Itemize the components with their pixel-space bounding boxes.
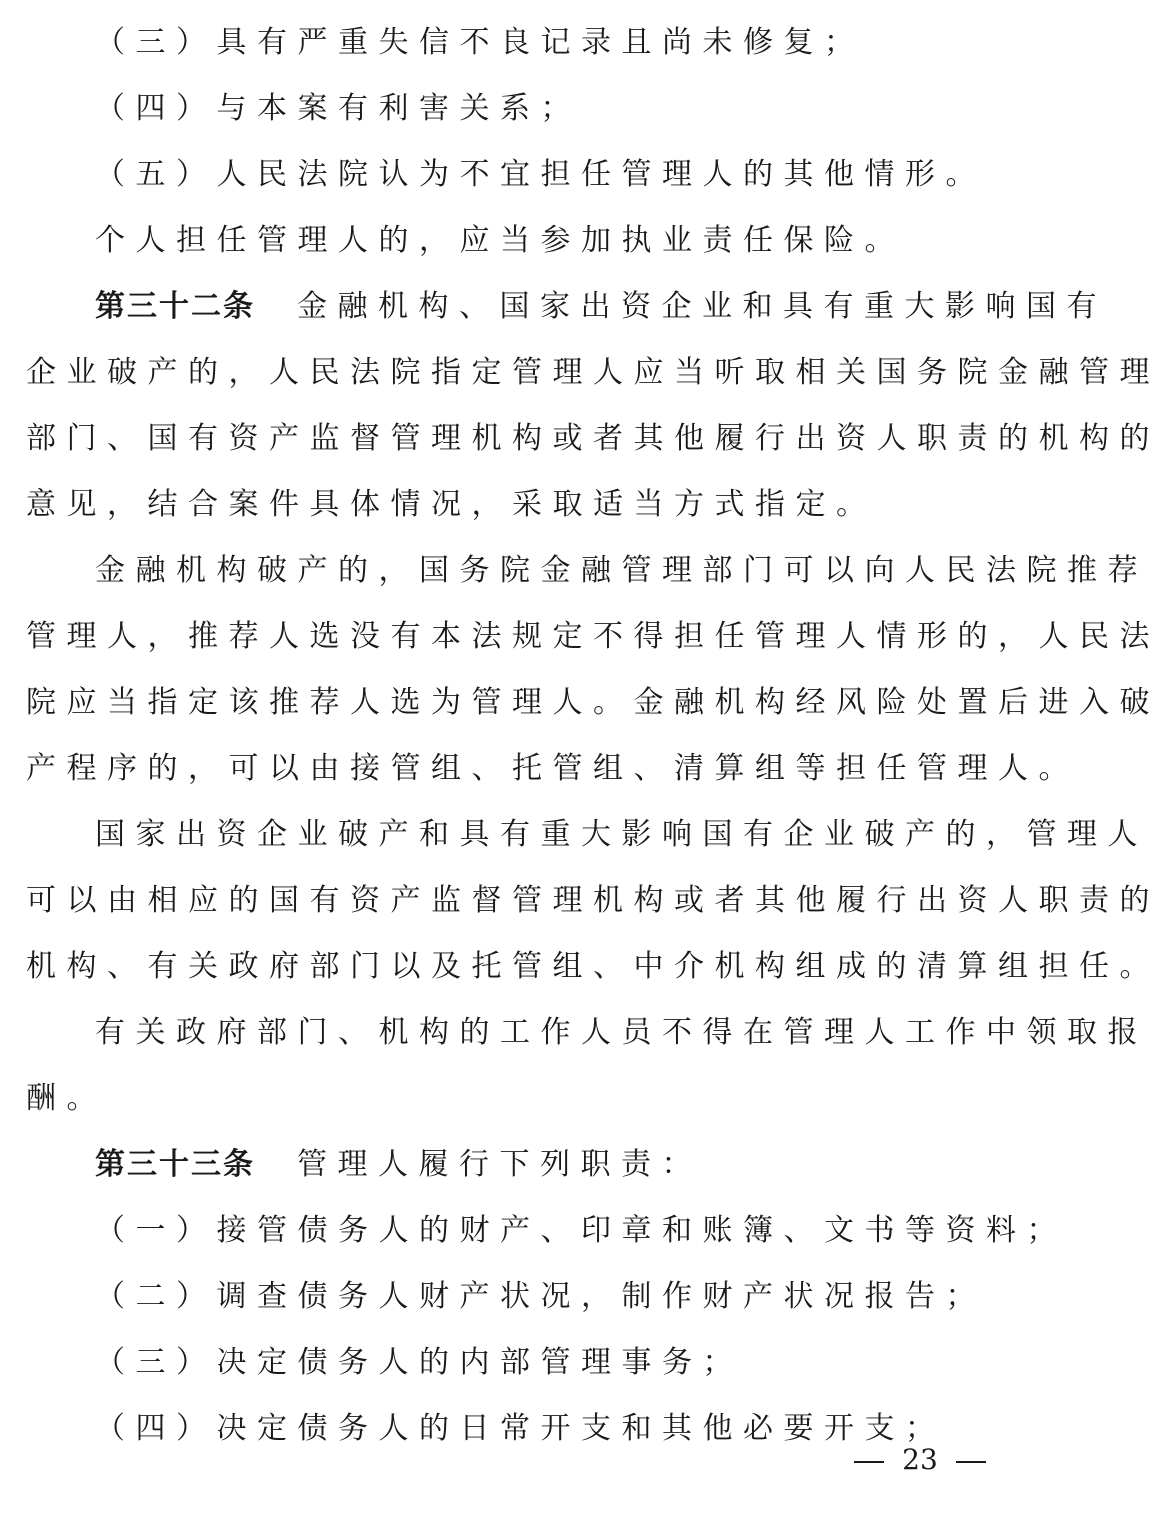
article-32-heading: 第三十二条	[95, 289, 255, 324]
article-33-heading: 第三十三条	[95, 1147, 255, 1182]
text-line: 个人担任管理人的，应当参加执业责任保险。	[95, 223, 905, 258]
text-line: （四）决定债务人的日常开支和其他必要开支；	[95, 1411, 946, 1446]
text-line: 酬。	[26, 1081, 107, 1116]
text-line: 金融机构、国家出资企业和具有重大影响国有	[297, 289, 1107, 324]
text-line: 金融机构破产的，国务院金融管理部门可以向人民法院推荐	[95, 553, 1148, 588]
text-line: （三）具有严重失信不良记录且尚未修复；	[95, 25, 865, 60]
page-footer	[850, 1440, 990, 1480]
article-33-first-line	[26, 1132, 1070, 1198]
article-32-first-line	[26, 274, 1107, 340]
text-line: 院应当指定该推荐人选为管理人。金融机构经风险处置后进入破	[26, 685, 1160, 720]
text-line: 可以由相应的国有资产监督管理机构或者其他履行出资人职责的	[26, 883, 1160, 918]
text-line: 国家出资企业破产和具有重大影响国有企业破产的，管理人	[95, 817, 1148, 852]
page-number: 23	[902, 1443, 938, 1476]
text-line: 管理人，推荐人选没有本法规定不得担任管理人情形的，人民法	[26, 619, 1160, 654]
text-line: （三）决定债务人的内部管理事务；	[95, 1345, 743, 1380]
text-line: 意见，结合案件具体情况，采取适当方式指定。	[26, 487, 877, 522]
text-line: 部门、国有资产监督管理机构或者其他履行出资人职责的机构的	[26, 421, 1160, 456]
text-line: 企业破产的，人民法院指定管理人应当听取相关国务院金融管理	[26, 355, 1160, 390]
footer-dash-left	[854, 1461, 884, 1463]
text-line: （一）接管债务人的财产、印章和账簿、文书等资料；	[95, 1213, 1067, 1248]
text-line: 产程序的，可以由接管组、托管组、清算组等担任管理人。	[26, 751, 1079, 786]
text-line: （四）与本案有利害关系；	[95, 91, 581, 126]
text-line: 管理人履行下列职责：	[297, 1147, 702, 1182]
text-line: 有关政府部门、机构的工作人员不得在管理人工作中领取报	[95, 1015, 1148, 1050]
text-line: （五）人民法院认为不宜担任管理人的其他情形。	[95, 157, 986, 192]
text-line: （二）调查债务人财产状况，制作财产状况报告；	[95, 1279, 986, 1314]
footer-dash-right	[956, 1461, 986, 1463]
text-line: 机构、有关政府部门以及托管组、中介机构组成的清算组担任。	[26, 949, 1160, 984]
